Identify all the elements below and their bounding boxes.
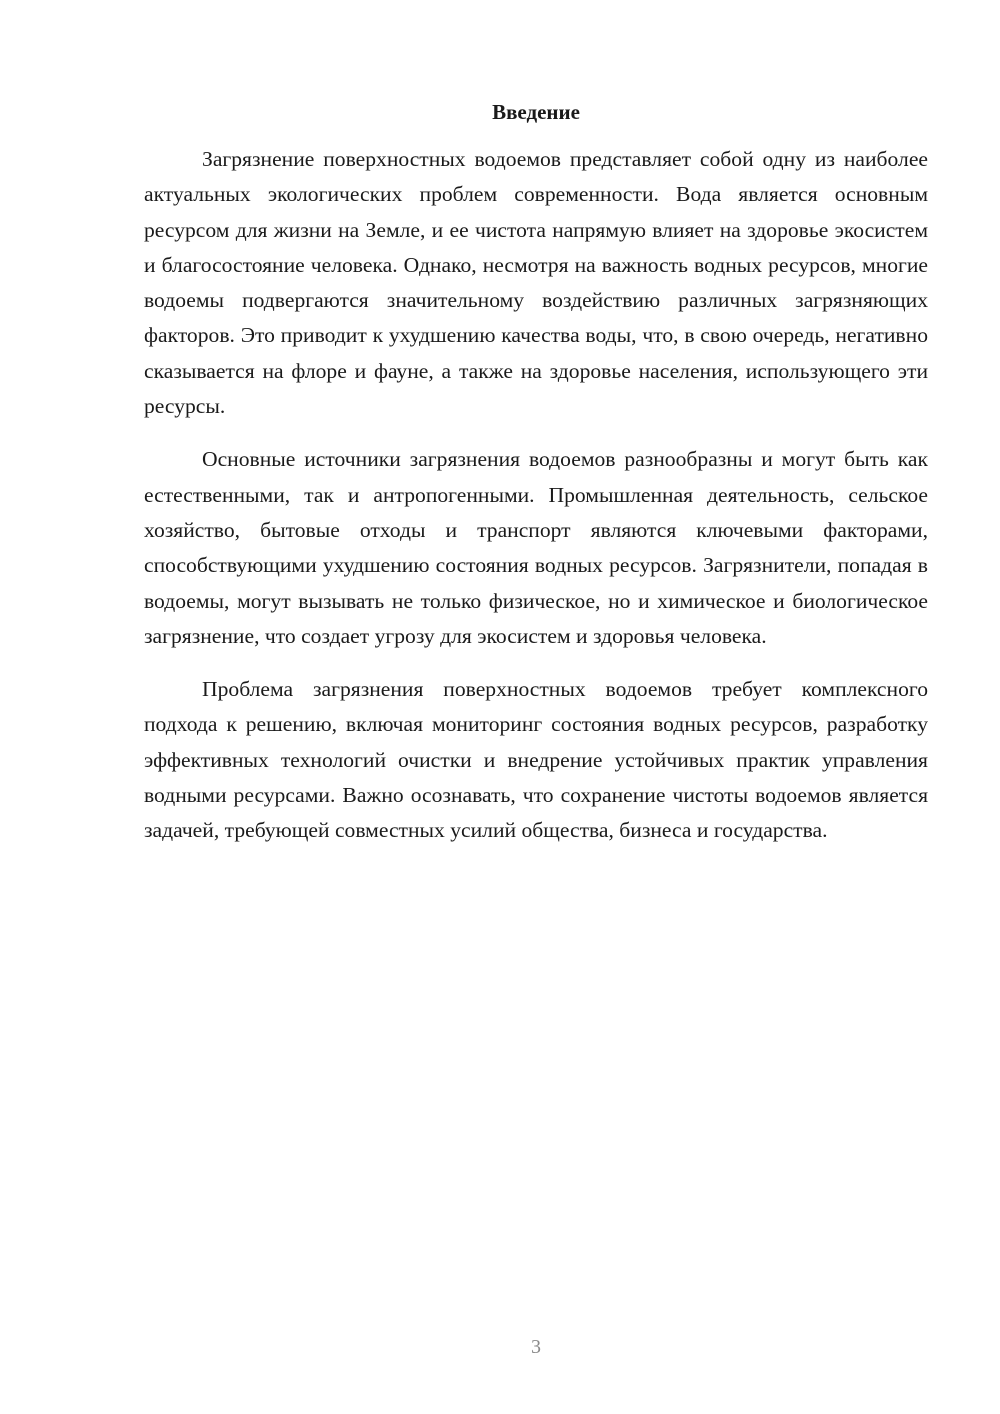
paragraph-3: Проблема загрязнения поверхностных водоемов требует комплексного подхода к решению, включая мониторинг состояния водных ресурсов, разработку эффективных технологий очистки и внедрение устойчивых практик управления водными ресурсами. Важно осознавать, что сохранение чистоты водоемов является задачей, требующей совместных усилий общества, бизнеса и государства. xyxy=(144,677,928,843)
paragraph-2: Основные источники загрязнения водоемов разнообразны и могут быть как естественными, так и антропогенными. Промышленная деятельность, сельское хозяйство, бытовые отходы и транспорт являются ключевыми факторами, способствующими ухудшению состояния водных ресурсов. Загрязнители, попадая в водоемы, могут вызывать не только физическое, но и химическое и биологическое загрязнение, что создает угрозу для экосистем и здоровья человека. xyxy=(144,447,928,648)
body-text xyxy=(144,142,928,867)
page-title: Введение xyxy=(492,100,580,124)
paragraph-1: Загрязнение поверхностных водоемов представляет собой одну из наиболее актуальных экологических проблем современности. Вода является основным ресурсом для жизни на Земле, и ее чистота напрямую влияет на здоровье экосистем и благосостояние человека. Однако, несмотря на важность водных ресурсов, многие водоемы подвергаются значительному воздействию различных загрязняющих факторов. Это приводит к ухудшению качества воды, что, в свою очередь, негативно сказывается на флоре и фауне, а также на здоровье населения, использующего эти ресурсы. xyxy=(144,147,928,419)
page-number: 3 xyxy=(531,1336,541,1358)
